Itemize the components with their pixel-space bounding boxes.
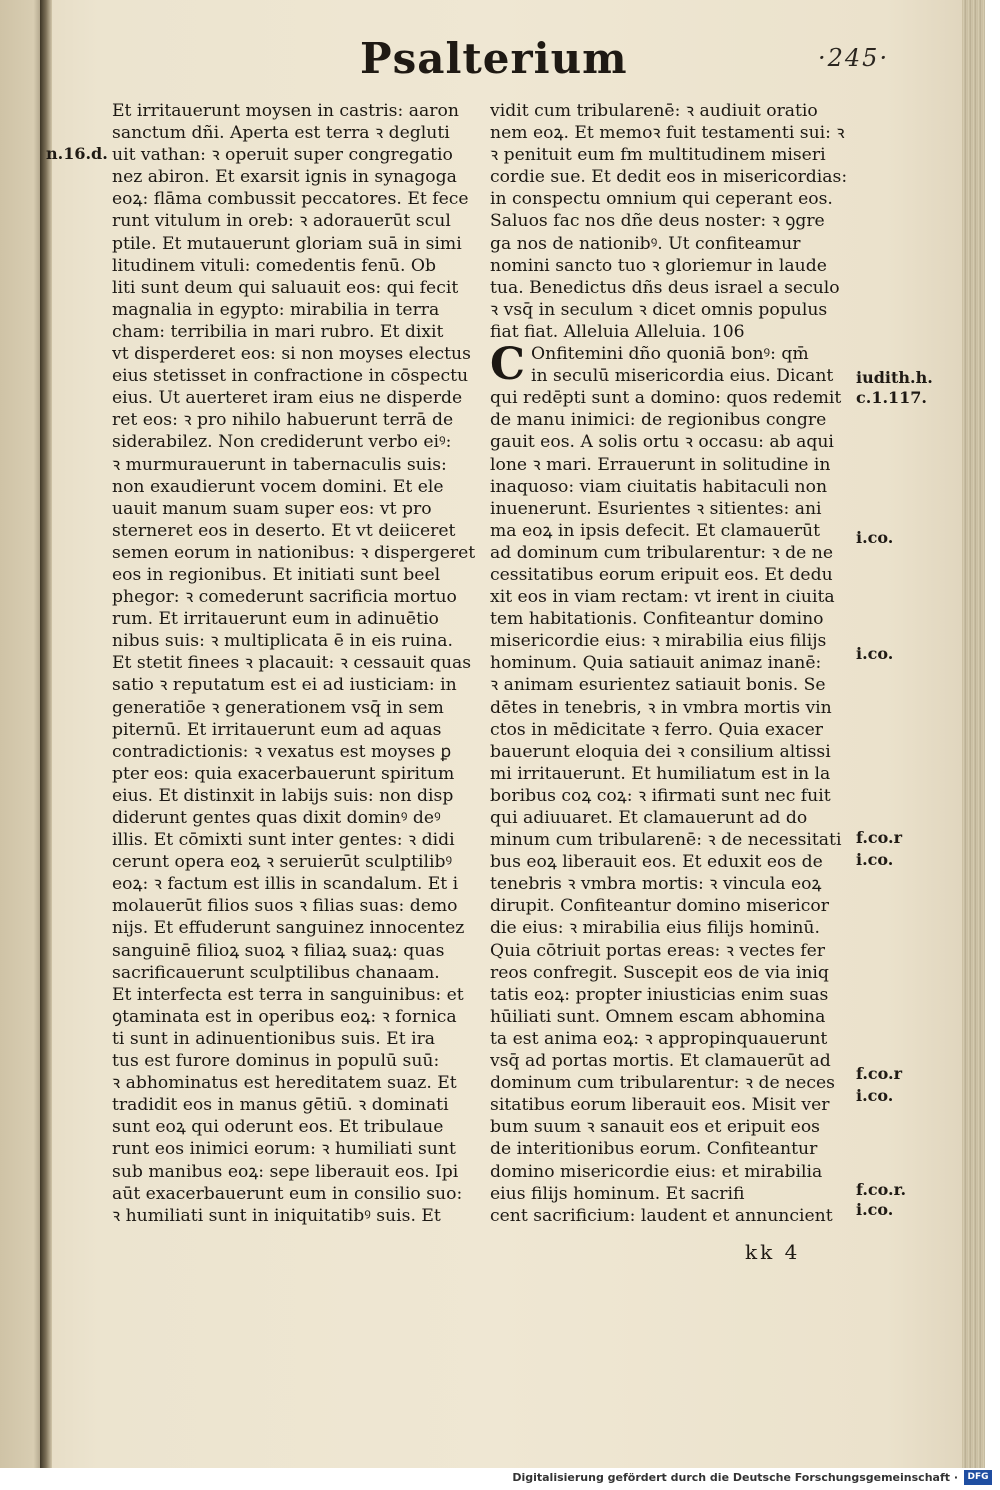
text-line: nomini sancto tuo ꝛ gloriemur in laude xyxy=(490,255,827,276)
text-line: ꝯtaminata est in operibus eoꝝ: ꝛ fornica xyxy=(112,1006,457,1027)
text-line: bum suum ꝛ sanauit eos et eripuit eos xyxy=(490,1117,820,1138)
text-line: tua. Benedictus dñs deus israel a seculo xyxy=(490,277,840,298)
text-line: ti sunt in adinuentionibus suis. Et ira xyxy=(112,1028,436,1049)
text-line: fiat fiat. Alleluia Alleluia. 106 xyxy=(490,321,745,342)
text-line: boribus coꝝ coꝝ: ꝛ ifirmati sunt nec fuit xyxy=(490,785,831,806)
margin-note: i.co. xyxy=(856,528,894,547)
text-line: ꝛ vsq̄ in seculum ꝛ dicet omnis populus xyxy=(490,299,828,320)
text-line: runt eos inimici eorum: ꝛ humiliati sunt xyxy=(112,1139,456,1160)
text-line: ꝛ penituit eum fm multitudinem miseri xyxy=(490,145,826,166)
page-title: Psalterium xyxy=(360,34,628,83)
text-line: aūt exacerbauerunt eum in consilio suo: xyxy=(112,1183,463,1204)
text-line: ad dominum cum tribularentur: ꝛ de ne xyxy=(490,542,834,563)
text-line: ctos in mēdicitate ꝛ ferro. Quia exacer xyxy=(490,719,824,740)
text-line: minum cum tribularenē: ꝛ de necessitati xyxy=(490,830,842,851)
text-line: cent sacrificium: laudent et annuncient xyxy=(490,1205,833,1226)
text-line: uauit manum suam super eos: vt pro xyxy=(112,498,432,519)
text-line: nijs. Et effuderunt sanguinez innocentez xyxy=(112,918,465,939)
text-line: ꝛ murmurauerunt in tabernaculis suis: xyxy=(112,454,447,475)
footer-bar xyxy=(0,1468,1000,1490)
text-line: eius stetisset in confractione in cōspectu xyxy=(112,366,469,387)
text-line: siderabilez. Non crediderunt verbo eiꝰ: xyxy=(112,432,452,453)
text-line: in conspectu omnium qui ceperant eos. xyxy=(490,189,833,210)
text-line: pter eos: quia exacerbauerunt spiritum xyxy=(112,763,455,784)
text-line: bauerunt eloquia dei ꝛ consilium altissi xyxy=(490,741,831,762)
footer-credit: Digitalisierung gefördert durch die Deutsche Forschungsgemeinschaft · xyxy=(512,1471,958,1484)
text-line: reos confregit. Suscepit eos de via iniq xyxy=(490,962,829,983)
text-line: uit vathan: ꝛ operuit super congregatio xyxy=(112,145,453,166)
text-line: sanctum dñi. Aperta est terra ꝛ degluti xyxy=(112,123,450,144)
left-text-column xyxy=(112,100,477,1227)
text-line: runt vitulum in oreb: ꝛ adorauerūt scul xyxy=(112,211,451,232)
text-line: inuenerunt. Esurientes ꝛ sitientes: ani xyxy=(490,498,822,519)
margin-note-left: n.16.d. xyxy=(46,144,108,163)
text-line: satio ꝛ reputatum est ei ad iusticiam: in xyxy=(112,675,457,696)
margin-note: c.1.117. xyxy=(856,388,927,407)
text-line: eoꝝ: flāma combussit peccatores. Et fece xyxy=(112,189,469,210)
margin-note: f.co.r xyxy=(856,828,903,847)
text-line: diderunt gentes quas dixit dominꝰ deꝰ xyxy=(112,808,441,828)
text-line: sub manibus eoꝝ: sepe liberauit eos. Ipi xyxy=(112,1161,459,1182)
text-line: generatiōe ꝛ generationem vsq̄ in sem xyxy=(112,697,444,718)
text-line: eos in regionibus. Et initiati sunt beel xyxy=(112,564,441,585)
text-line: eoꝝ: ꝛ factum est illis in scandalum. Et i xyxy=(112,874,459,895)
text-line: sacrificauerunt sculptilibus chanaam. xyxy=(112,962,440,983)
text-line: cerunt opera eoꝝ ꝛ seruierūt sculptilibꝰ xyxy=(112,852,453,873)
text-line: eius. Et distinxit in labijs suis: non disp xyxy=(112,785,454,806)
text-line: tradidit eos in manus gētiū. ꝛ dominati xyxy=(112,1095,449,1116)
text-line: gauit eos. A solis ortu ꝛ occasu: ab aqui xyxy=(490,432,834,453)
text-line: ꝛ animam esurientez satiauit bonis. Se xyxy=(490,675,826,696)
text-line: ptile. Et mutauerunt gloriam suā in simi xyxy=(112,233,462,254)
page-edges xyxy=(962,0,985,1468)
text-line: cessitatibus eorum eripuit eos. Et dedu xyxy=(490,564,833,585)
text-line: de interitionibus eorum. Confiteantur xyxy=(490,1139,818,1160)
text-line: sanguinē filioꝝ suoꝝ ꝛ filiaꝝ suaꝝ: quas xyxy=(112,940,445,961)
text-line: nem eoꝝ. Et memoꝛ fuit testamenti sui: ꝛ xyxy=(490,123,845,144)
dfg-logo-icon[interactable]: DFG xyxy=(964,1470,992,1485)
text-line: eius filijs hominum. Et sacrifi xyxy=(490,1183,745,1204)
text-line: ma eoꝝ in ipsis defecit. Et clamauerūt xyxy=(490,520,820,541)
margin-note: iudith.h. xyxy=(856,368,933,387)
text-line: Et stetit finees ꝛ placauit: ꝛ cessauit quas xyxy=(112,653,472,674)
margin-note: f.co.r. xyxy=(856,1180,907,1199)
text-line: ga nos de nationibꝰ. Ut confiteamur xyxy=(490,233,801,254)
text-line: ret eos: ꝛ pro nihilo habuerunt terrā de xyxy=(112,410,454,431)
text-line: hominum. Quia satiauit animaz inanē: xyxy=(490,653,822,674)
folio-number: ·245· xyxy=(818,44,890,72)
text-line: ꝛ abhominatus est hereditatem suaz. Et xyxy=(112,1073,457,1094)
text-line: Saluos fac nos dñe deus noster: ꝛ ꝯgre xyxy=(490,211,825,232)
text-line: sterneret eos in deserto. Et vt deiiceret xyxy=(112,520,456,541)
text-line: illis. Et cōmixti sunt inter gentes: ꝛ didi xyxy=(112,830,455,851)
text-line: vt disperderet eos: si non moyses electus xyxy=(112,344,471,365)
text-line: dētes in tenebris, ꝛ in vmbra mortis vin xyxy=(490,697,832,718)
text-line: molauerūt filios suos ꝛ filias suas: demo xyxy=(112,896,458,917)
text-line: Et interfecta est terra in sanguinibus: et xyxy=(112,984,464,1005)
text-line: contradictionis: ꝛ vexatus est moyses ꝑ xyxy=(112,741,452,762)
text-line: sitatibus eorum liberauit eos. Misit ver xyxy=(490,1095,830,1116)
text-line: ꝛ humiliati sunt in iniquitatibꝰ suis. Et xyxy=(112,1205,441,1226)
margin-note: i.co. xyxy=(856,1200,894,1219)
text-line: de manu inimici: de regionibus congre xyxy=(490,410,827,431)
text-line: Et irritauerunt moysen in castris: aaron xyxy=(112,101,459,121)
text-line: qui redēpti sunt a domino: quos redemit xyxy=(490,388,842,409)
text-line: in seculū misericordia eius. Dicant xyxy=(531,366,834,387)
text-line: sunt eoꝝ qui oderunt eos. Et tribulaue xyxy=(112,1117,444,1138)
text-line: die eius: ꝛ mirabilia eius filijs hominū. xyxy=(490,918,820,939)
text-line: liti sunt deum qui saluauit eos: qui fecit xyxy=(112,277,459,298)
text-line: magnalia in egypto: mirabilia in terra xyxy=(112,299,440,320)
margin-note: i.co. xyxy=(856,1086,894,1105)
text-line: qui adiuuaret. Et clamauerunt ad do xyxy=(490,808,808,828)
text-line: vidit cum tribularenē: ꝛ audiuit oratio xyxy=(490,101,818,121)
text-line: non exaudierunt vocem domini. Et ele xyxy=(112,476,444,497)
margin-note: f.co.r xyxy=(856,1064,903,1083)
text-line: cham: terribilia in mari rubro. Et dixit xyxy=(112,321,444,342)
text-line: Quia cōtriuit portas ereas: ꝛ vectes fer xyxy=(490,940,826,961)
text-line: eius. Ut auerteret iram eius ne disperde xyxy=(112,388,463,409)
text-line: phegor: ꝛ comederunt sacrificia mortuo xyxy=(112,587,457,608)
right-text-column xyxy=(490,100,852,1227)
text-line: mi irritauerunt. Et humiliatum est in la xyxy=(490,763,831,784)
initial-capital: C xyxy=(490,339,526,391)
text-line: dirupit. Confiteantur domino misericor xyxy=(490,896,829,917)
text-line: rum. Et irritauerunt eum in adinuētio xyxy=(112,609,439,630)
text-line: lone ꝛ mari. Errauerunt in solitudine in xyxy=(490,454,831,475)
text-line: inaquoso: viam ciuitatis habitaculi non xyxy=(490,476,828,497)
text-line: semen eorum in nationibus: ꝛ dispergeret xyxy=(112,542,476,563)
text-line: nibus suis: ꝛ multiplicata ē in eis ruina. xyxy=(112,631,453,652)
text-line: bus eoꝝ liberauit eos. Et eduxit eos de xyxy=(490,852,823,873)
text-line: ta est anima eoꝝ: ꝛ appropinquauerunt xyxy=(490,1028,828,1049)
text-line: tenebris ꝛ vmbra mortis: ꝛ vincula eoꝝ xyxy=(490,874,822,895)
text-line: dominum cum tribularentur: ꝛ de neces xyxy=(490,1073,835,1094)
text-line: domino misericordie eius: et mirabilia xyxy=(490,1161,823,1182)
text-line: Onfitemini dño quoniā bonꝰ: qm̄ xyxy=(531,344,809,365)
book-gutter xyxy=(40,0,52,1468)
text-line: tatis eoꝝ: propter iniusticias enim suas xyxy=(490,984,829,1005)
psalm-opening xyxy=(490,339,852,391)
text-line: hūiliati sunt. Omnem escam abhomina xyxy=(490,1006,826,1027)
margin-note: i.co. xyxy=(856,850,894,869)
text-line: vsq̄ ad portas mortis. Et clamauerūt ad xyxy=(490,1051,831,1072)
text-line: xit eos in viam rectam: vt irent in ciuita xyxy=(490,587,835,608)
text-line: litudinem vituli: comedentis fenū. Ob xyxy=(112,255,436,276)
margin-note: i.co. xyxy=(856,644,894,663)
text-line: cordie sue. Et dedit eos in misericordias: xyxy=(490,167,848,188)
text-line: piternū. Et irritauerunt eum ad aquas xyxy=(112,719,442,740)
text-line: misericordie eius: ꝛ mirabilia eius filijs xyxy=(490,631,827,652)
text-line: nez abiron. Et exarsit ignis in synagoga xyxy=(112,167,457,188)
signature-mark: kk 4 xyxy=(745,1240,801,1264)
text-line: tem habitationis. Confiteantur domino xyxy=(490,609,824,630)
text-line: tus est furore dominus in populū suū: xyxy=(112,1051,440,1072)
